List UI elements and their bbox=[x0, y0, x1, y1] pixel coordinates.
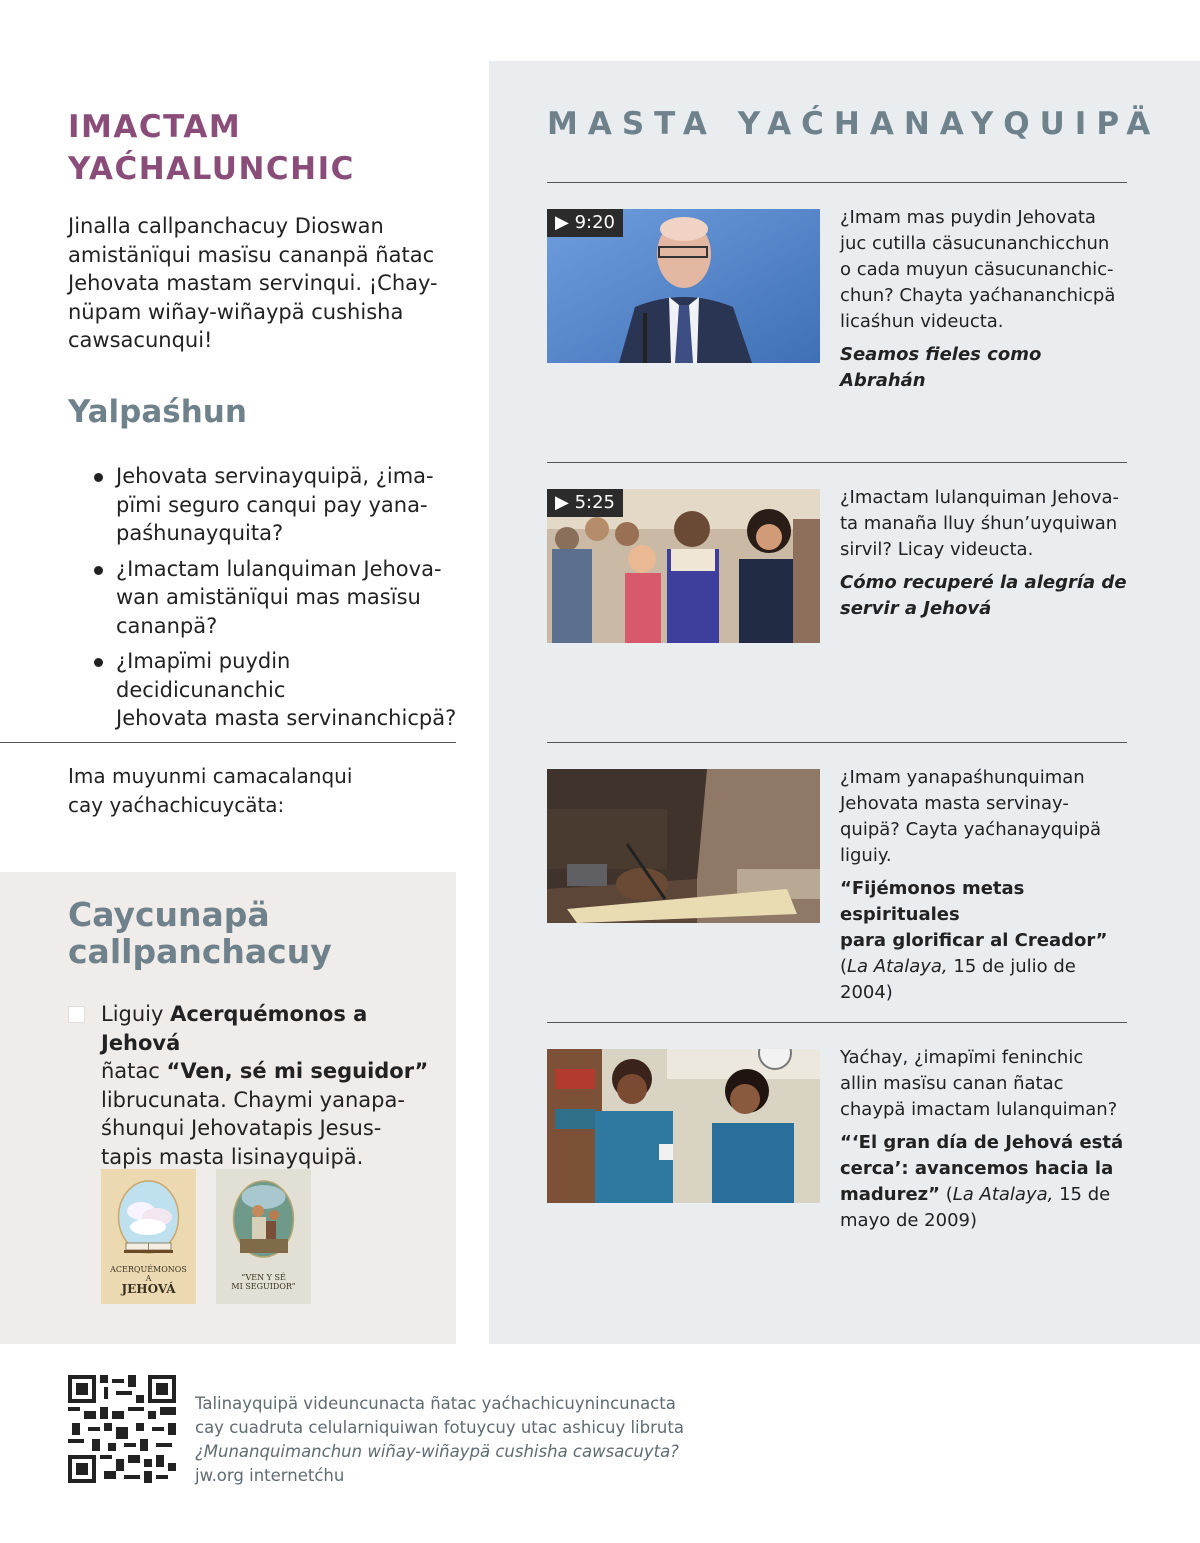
qr-code[interactable] bbox=[68, 1375, 176, 1483]
divider bbox=[547, 742, 1127, 743]
video-duration-badge: ▶ 5:25 bbox=[547, 489, 623, 517]
video-thumbnail[interactable] bbox=[547, 209, 820, 363]
resource-description: ¿Imam yanapaśhunquiman Jehovata masta servinay- quipä? Cayta yaćhanayquipä liguiy. “Fijémonos metas espirituales para glorificar al Creador” (La Atalaya, 15 de julio de 2004) bbox=[840, 765, 1130, 1006]
video-duration-badge: ▶ 9:20 bbox=[547, 209, 623, 237]
resource-reference: mayo de 2009) bbox=[840, 1210, 978, 1231]
divider bbox=[547, 1022, 1127, 1023]
right-panel-title: MASTA YAĆHANAYQUIPÄ bbox=[547, 106, 1161, 142]
book-cover-acerquemonos[interactable] bbox=[101, 1169, 196, 1304]
footer-text: Talinayquipä videuncunacta ñatac yaćhachicuynincunacta cay cuadruta celularniquiwan fotuycuy utac ashicuy libruta ¿Munanquimanchun wiñay-wiñaypä cushisha cawsacuyta? jw.org internetćhu bbox=[195, 1392, 684, 1488]
intro-line: amistänïqui masïsu cananpä ñatac bbox=[68, 242, 435, 267]
book-cover-ven-se-mi-seguidor[interactable] bbox=[216, 1169, 311, 1304]
intro-line: Jinalla callpanchacuy Dioswan bbox=[68, 214, 384, 238]
resource-title-link[interactable]: Cómo recuperé la alegría de servir a Jehová bbox=[840, 572, 1127, 619]
video-thumbnail[interactable] bbox=[547, 489, 820, 643]
section-title-line2: YAĆHALUNCHIC bbox=[68, 151, 355, 187]
article-image[interactable] bbox=[547, 769, 820, 923]
questions-list bbox=[92, 462, 462, 740]
bullet-icon bbox=[94, 566, 103, 575]
resource-reference: (La Atalaya, 15 de julio de 2004) bbox=[840, 956, 1076, 1003]
study-text: Liguiy Acerquémonos a Jehová ñatac “Ven, sé mi seguidor” librucunata. Chaymi yanapa- śhunqui Jehovatapis Jesus- tapis masta lisinayquipä. bbox=[101, 1002, 429, 1169]
section-title-line1: IMACTAM bbox=[68, 109, 242, 145]
resource-title-link[interactable]: “Fijémonos metas espirituales para glorificar al Creador” bbox=[840, 878, 1108, 951]
qr-code-image bbox=[68, 1375, 176, 1483]
intro-line: Jehovata mastam servinqui. ¡Chay- bbox=[68, 271, 438, 295]
divider bbox=[547, 182, 1127, 183]
website-link[interactable]: jw.org internetćhu bbox=[195, 1466, 345, 1485]
question-item: ¿Imactam lulanquiman Jehova- wan amistänïqui mas masïsu cananpä? bbox=[92, 555, 462, 641]
resource-title-link[interactable]: Seamos fieles como Abrahán bbox=[840, 344, 1042, 391]
questions-heading: Yalpaśhun bbox=[68, 394, 247, 430]
study-heading: Caycunapä callpanchacuy bbox=[68, 895, 332, 971]
study-checkbox[interactable] bbox=[68, 1006, 85, 1023]
book2-caption: “VEN Y SÉ MI SEGUIDOR” bbox=[231, 1273, 296, 1291]
intro-line: nüpam wiñay-wiñaypä cushisha bbox=[68, 299, 404, 324]
article-image-art bbox=[547, 769, 820, 923]
resource-description: ¿Imam mas puydin Jehovata juc cutilla cäsucunanchicchun o cada muyun cäsucunanchic- chun? Chayta yaćhananchicpä licaśhun videucta. Seamos fieles como Abrahán bbox=[840, 205, 1130, 394]
resource-title-link[interactable]: “‘El gran día de Jehová está cerca’: avancemos hacia la madurez” (La Atalaya, 15 de bbox=[840, 1132, 1124, 1205]
divider bbox=[0, 742, 456, 743]
article-image[interactable] bbox=[547, 1049, 820, 1203]
book1-caption: ACERQUÉMONOS A JEHOVÁ bbox=[110, 1265, 187, 1296]
question-item: Jehovata servinayquipä, ¿ima- pïmi seguro canqui pay yana- paśhunayquita? bbox=[92, 462, 462, 548]
intro-line: cawsacunqui! bbox=[68, 328, 213, 352]
divider bbox=[547, 462, 1127, 463]
article-image-art bbox=[547, 1049, 820, 1203]
book-title-link[interactable]: “Ven, sé mi seguidor” bbox=[166, 1059, 429, 1083]
section-title bbox=[68, 106, 355, 190]
book-title-link[interactable]: Acerquémonos a Jehová bbox=[101, 1002, 368, 1055]
bullet-icon bbox=[94, 658, 103, 667]
bullet-icon bbox=[94, 473, 103, 482]
study-box bbox=[0, 872, 456, 1344]
remember-note: Ima muyunmi camacalanqui cay yaćhachicuycäta: bbox=[68, 764, 353, 817]
resource-description: ¿Imactam lulanquiman Jehova- ta manaña lluy śhun’uyquiwan sirvil? Licay videucta. Cómo recuperé la alegría de servir a Jehová bbox=[840, 485, 1130, 622]
intro-paragraph bbox=[68, 212, 448, 355]
resource-description: Yaćhay, ¿imapïmi feninchic allin masïsu canan ñatac chaypä imactam lulanquiman? “‘El gran día de Jehová está cerca’: avancemos hacia la madurez” (La Atalaya, 15 de mayo de 2009) bbox=[840, 1045, 1130, 1234]
question-item: ¿Imapïmi puydin decidicunanchic Jehovata masta servinanchicpä? bbox=[92, 647, 462, 733]
